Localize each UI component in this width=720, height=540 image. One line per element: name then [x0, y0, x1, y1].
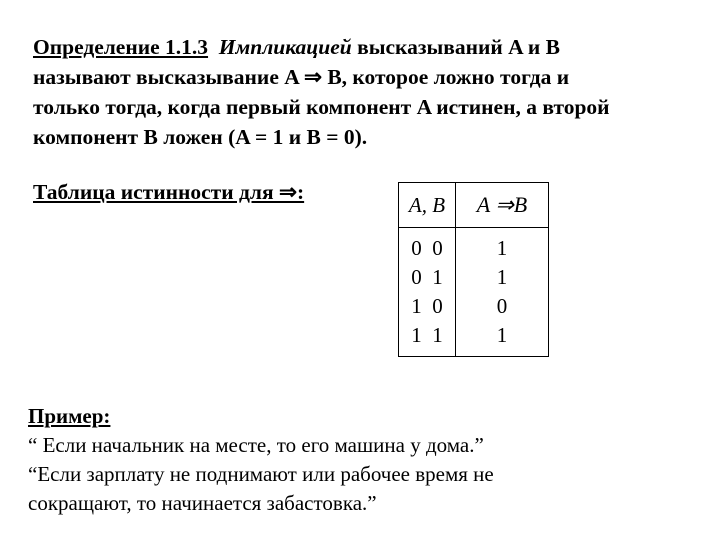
definition-heading: Определение 1.1.3 — [33, 35, 209, 59]
example-section — [28, 402, 708, 518]
row-1-output: 1 — [496, 236, 508, 260]
definition-term: Импликацией — [218, 35, 352, 59]
definition-line-3: только тогда, когда первый компонент A истинен, а второй — [33, 95, 610, 119]
example-line-2: “Если зарплату не поднимают или рабочее время не — [28, 462, 494, 486]
row-3-output: 0 — [496, 294, 508, 318]
example-line-1: “ Если начальник на месте, то его машина у дома.” — [28, 433, 484, 457]
header-inputs: A, B — [399, 183, 456, 228]
definition-line-2: называют высказывание A ⇒ B, которое ложно тогда и — [33, 65, 570, 89]
truth-table-label: Таблица истинности для ⇒: — [33, 180, 305, 204]
inputs-column — [399, 228, 456, 357]
example-line-3: сокращают, то начинается забастовка.” — [28, 491, 377, 515]
row-4-output: 1 — [496, 323, 508, 347]
row-2-output: 1 — [496, 265, 508, 289]
truth-table-body-row — [399, 228, 549, 357]
truth-table-header-row — [399, 183, 549, 228]
definition-line-4: компонент B ложен (A = 1 и B = 0). — [33, 125, 368, 149]
example-title: Пример: — [28, 404, 111, 428]
definition-paragraph — [33, 32, 693, 152]
truth-table — [398, 182, 549, 357]
definition-line-1 — [33, 32, 693, 62]
header-output: A ⇒B — [456, 183, 549, 228]
row-1-inputs: 0 0 — [411, 236, 443, 260]
row-2-inputs: 0 1 — [411, 265, 443, 289]
row-3-inputs: 1 0 — [411, 294, 443, 318]
definition-line-1-rest: высказываний A и B — [351, 35, 561, 59]
row-4-inputs: 1 1 — [411, 323, 443, 347]
output-column — [456, 228, 549, 357]
